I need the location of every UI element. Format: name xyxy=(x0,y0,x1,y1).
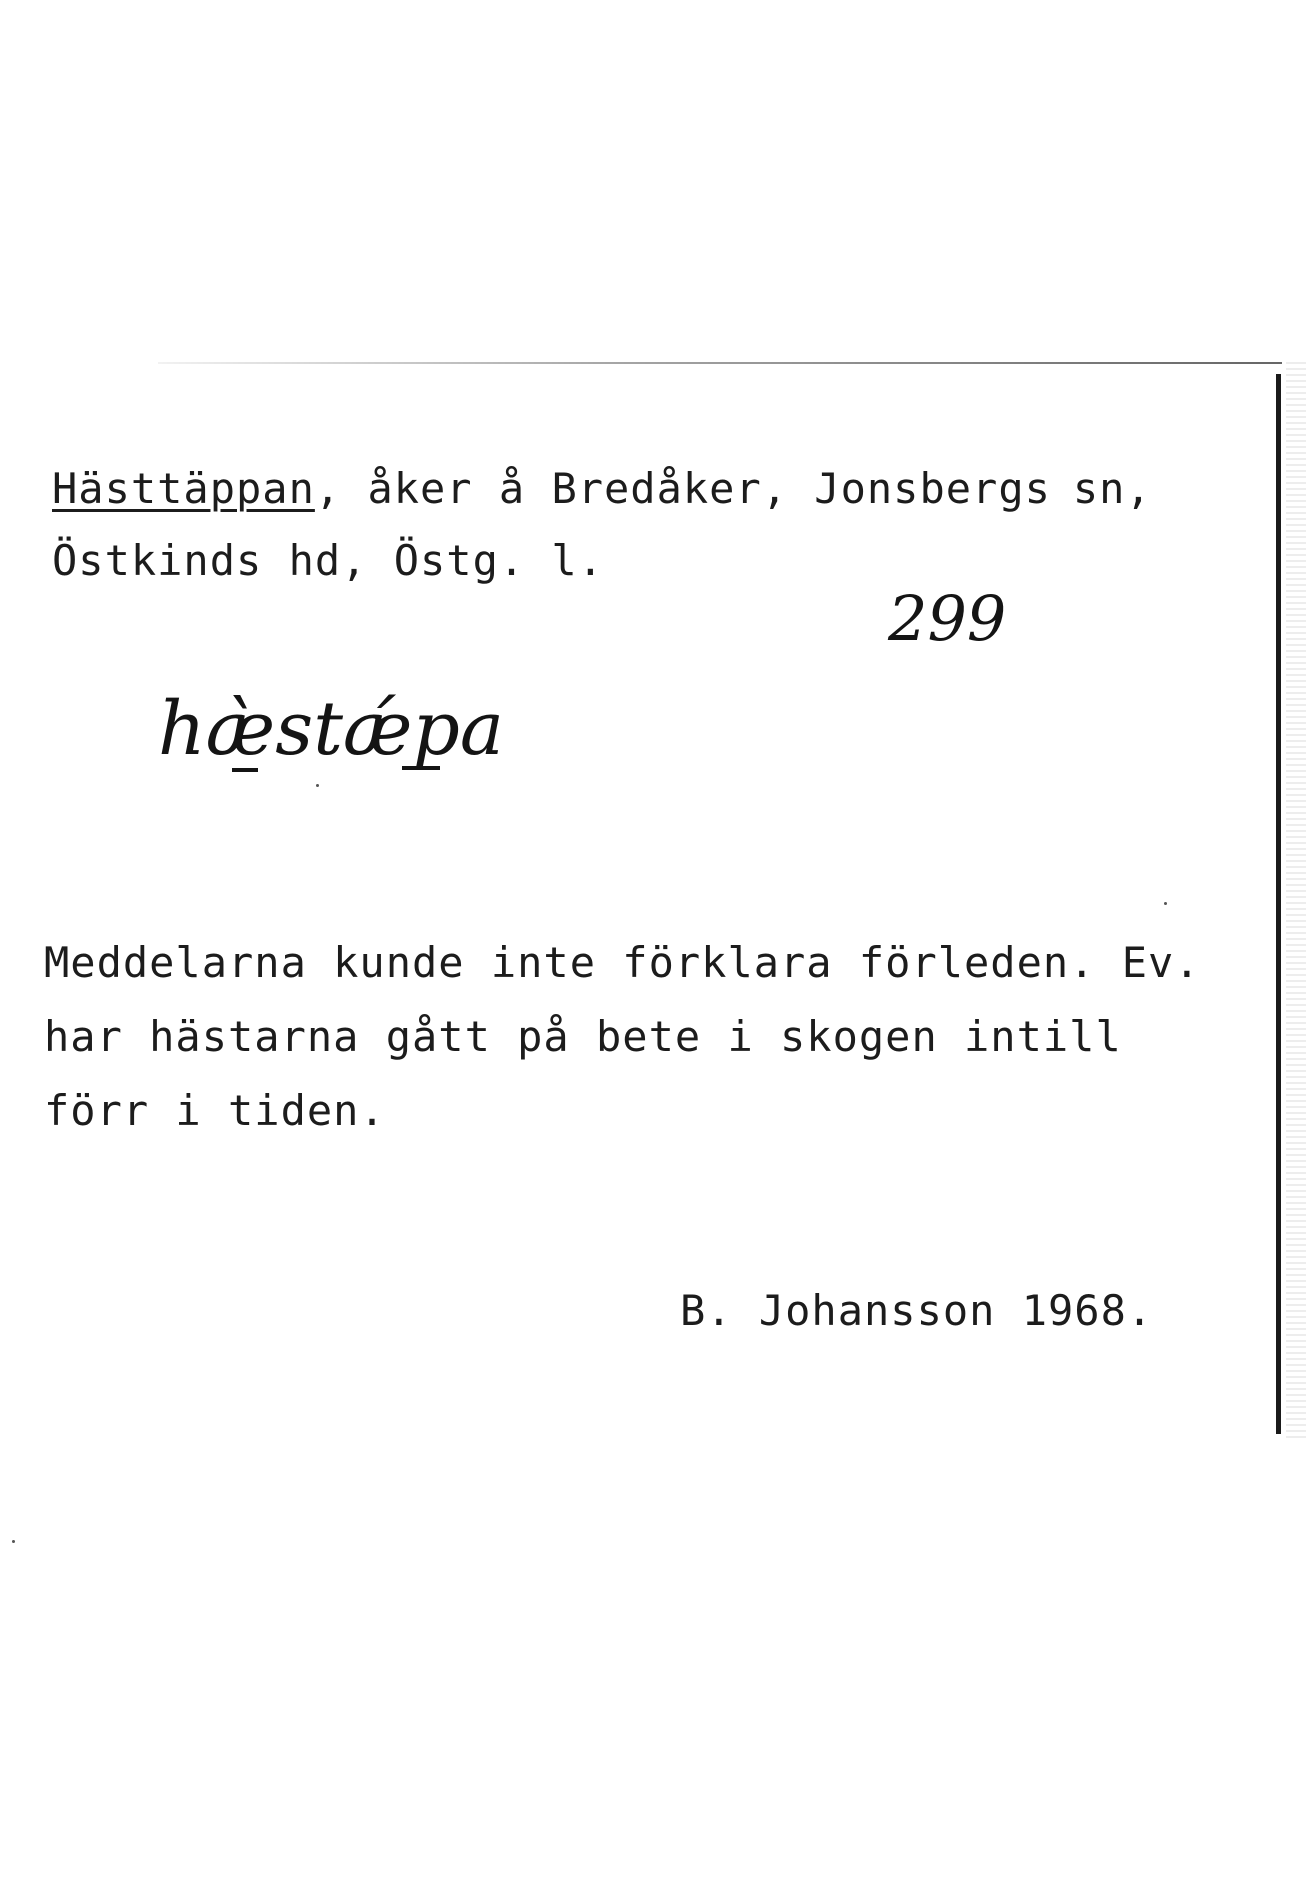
body-line-1: Meddelarna kunde inte förklara förleden. Ev. xyxy=(44,938,1201,987)
paper-speck xyxy=(1164,902,1167,905)
pronunciation-text: hæ̀stǽpa xyxy=(158,686,504,772)
pronunciation-handwriting xyxy=(150,650,530,800)
card-top-edge xyxy=(158,362,1282,364)
card-right-edge xyxy=(1276,374,1281,1434)
heading-parish-suffix: sn, xyxy=(1072,464,1152,513)
headword: Hästtäppan xyxy=(52,464,315,513)
heading-line-2: Östkinds hd, Östg. l. xyxy=(52,536,605,585)
body-line-2: har hästarna gått på bete i skogen intill xyxy=(44,1012,1122,1061)
heading-line-1 xyxy=(52,464,1152,513)
body-line-3: förr i tiden. xyxy=(44,1086,386,1135)
signature: B. Johansson 1968. xyxy=(680,1286,1154,1335)
paper-speck xyxy=(12,1540,15,1543)
paper-speck xyxy=(316,784,319,787)
card-number: 299 xyxy=(888,582,1007,655)
card-edge-shadow xyxy=(1286,362,1306,1442)
heading-location: , åker å Bredåker, Jonsbergs xyxy=(314,464,1051,513)
